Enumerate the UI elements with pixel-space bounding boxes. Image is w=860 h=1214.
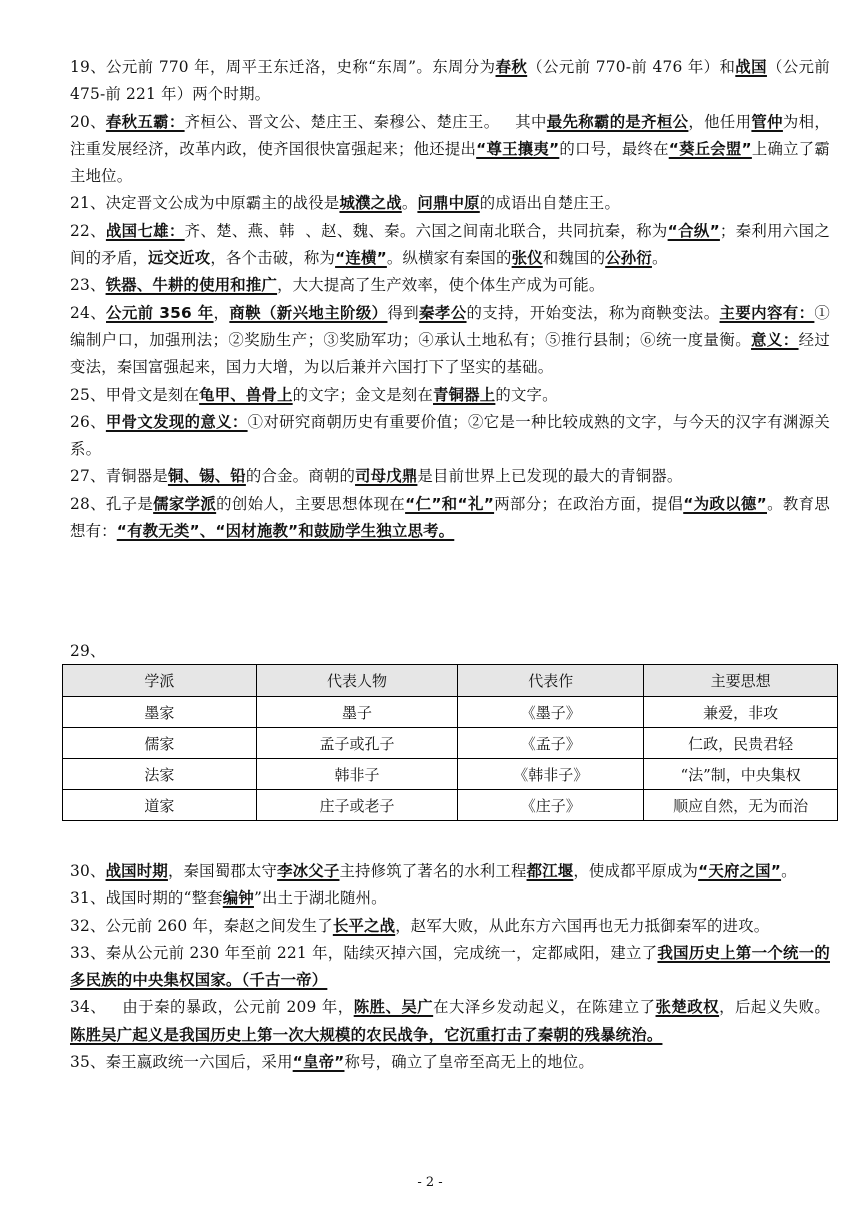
highlighted-text: 张楚政权: [655, 998, 720, 1017]
table-cell: 《墨子》: [458, 697, 644, 728]
body-text: 称号，确立了皇帝至高无上的地位。: [344, 1053, 594, 1072]
highlighted-text: 春秋五霸：: [105, 112, 185, 131]
highlighted-text: 意义：: [751, 330, 799, 349]
highlighted-text: 青铜器上: [433, 385, 496, 404]
body-text: 为相，注重发展经济，改革内政，使齐国很快富强起来；他还提出: [70, 112, 830, 158]
body-text: ；秦利用六国之间的矛盾，: [70, 221, 831, 268]
body-text: ，大大提高了生产效率，使个体生产成为可能。: [277, 276, 605, 295]
body-text: 。教育思想有：: [70, 494, 830, 541]
body-text: 34、 由于秦的暴政，公元前 209 年，: [70, 998, 354, 1017]
list-item: [70, 109, 830, 191]
table-header-cell: 代表人物: [256, 665, 458, 697]
table-cell: 韩非子: [256, 759, 458, 790]
highlighted-text: 司母戊鼎: [355, 467, 418, 486]
body-text: 齐桓公、晋文公、楚庄王、秦穆公、楚庄王。 其中: [184, 112, 547, 131]
list-item: [70, 218, 830, 273]
table-header-row: [63, 665, 838, 697]
highlighted-text: 战国时期: [105, 862, 168, 880]
body-text: 26、: [70, 412, 106, 431]
list-item: [70, 940, 830, 995]
table-cell: 《庄子》: [458, 790, 644, 821]
body-text: ①对研究商朝历史有重要价值；②它是一种比较成熟的文字，与今天的汉字有渊源关系。: [70, 412, 830, 459]
list-item: [70, 858, 830, 885]
table-header-cell: 主要思想: [644, 665, 838, 697]
table-cell: 道家: [63, 790, 257, 821]
body-text: （公元前 475-前 221 年）两个时期。: [70, 58, 836, 104]
table-cell: 墨子: [256, 697, 458, 728]
body-text: 在大泽乡发动起义，在陈建立了: [433, 998, 656, 1017]
highlighted-text: “仁”和“礼”: [405, 494, 495, 513]
table-cell: 庄子或老子: [256, 790, 458, 821]
body-text: 上确立了霸主地位。: [70, 139, 830, 186]
highlighted-text: 长平之战: [332, 916, 396, 935]
body-text: 的成语出自楚庄王。: [479, 194, 621, 213]
table-header-cell: 学派: [63, 665, 257, 697]
body-text: 35、秦王嬴政统一六国后，采用: [70, 1053, 293, 1072]
body-text: ①编制户口，加强刑法；②奖励生产；③奖励军功；④承认土地私有；⑤推行县制；⑥统一度量衡。: [70, 303, 830, 349]
list-item: [70, 409, 830, 464]
body-text: 21、决定晋文公成为中原霸主的战役是: [70, 194, 340, 213]
table-cell: 《孟子》: [458, 728, 644, 759]
list-item: [70, 463, 830, 490]
highlighted-text: 陈胜吴广起义是我国历史上第一次大规模的农民战争，它沉重打击了秦朝的残暴统治。: [70, 1025, 663, 1044]
table-cell: 仁政，民贵君轻: [644, 728, 838, 759]
item-29-label: 29、: [70, 642, 106, 660]
table-cell: 《韩非子》: [458, 759, 644, 790]
body-text: 的合金。商朝的: [245, 467, 356, 486]
highlighted-text: 远交近攻: [147, 249, 211, 268]
body-text: ，后起义失败。: [719, 998, 846, 1017]
body-text: 19、公元前 770 年，周平王东迁洛，史称“东周”。东周分为: [70, 58, 496, 76]
body-text: 。: [401, 194, 418, 213]
body-text: 20、: [70, 112, 106, 131]
paragraph-group-bottom: [70, 858, 846, 1076]
body-text: 32、公元前 260 年，秦赵之间发生了: [70, 916, 333, 935]
highlighted-text: 陈胜、吴广: [353, 998, 434, 1017]
table-row: [63, 759, 838, 790]
list-item: [70, 272, 830, 299]
highlighted-text: 公元前 356 年: [106, 303, 214, 322]
body-text: 28、孔子是: [70, 494, 154, 513]
highlighted-text: 甲骨文发现的意义：: [105, 412, 248, 431]
highlighted-text: 铁器、牛耕的使用和推广: [105, 276, 278, 295]
paragraph-group-top: [70, 54, 836, 545]
highlighted-text: 最先称霸的是齐桓公: [546, 112, 689, 131]
body-text: 的文字。: [495, 385, 558, 404]
highlighted-text: 公孙衍: [605, 249, 652, 268]
highlighted-text: 主要内容有：: [719, 303, 815, 322]
highlighted-text: 张仪: [511, 249, 543, 268]
highlighted-text: 铜、锡、铅: [167, 467, 246, 486]
body-text: 的创始人，主要思想体现在: [216, 494, 406, 513]
body-text: 两部分；在政治方面，提倡: [494, 494, 684, 513]
highlighted-text: “天府之国”: [698, 862, 782, 880]
body-text: ，赵军大败，从此东方六国再也无力抵御秦军的进攻。: [395, 916, 770, 935]
table-cell: 孟子或孔子: [256, 728, 458, 759]
body-text: 的口号，最终在: [559, 139, 669, 158]
body-text: 经过变法，秦国富强起来，国力大增，为以后兼并六国打下了坚实的基础。: [70, 330, 830, 377]
body-text: 。纵横家有秦国的: [386, 249, 512, 268]
body-text: 是目前世界上已发现的最大的青铜器。: [417, 467, 683, 486]
list-item: [70, 190, 830, 217]
body-text: 25、甲骨文是刻在: [70, 385, 200, 404]
table-row: [63, 728, 838, 759]
table-cell: 儒家: [63, 728, 257, 759]
table-row: [63, 790, 838, 821]
highlighted-text: 商鞅（新兴地主阶级）: [229, 303, 388, 322]
table-cell: 兼爱，非攻: [644, 697, 838, 728]
highlighted-text: 都江堰: [526, 862, 574, 880]
highlighted-text: 秦孝公: [419, 303, 467, 322]
body-text: ，各个击破，称为: [210, 249, 336, 268]
body-text: 27、青铜器是: [70, 467, 168, 486]
highlighted-text: “为政以德”: [683, 494, 767, 513]
page-number: - 2 -: [417, 1175, 443, 1190]
body-text: 。: [651, 249, 668, 268]
table-cell: 法家: [63, 759, 257, 790]
highlighted-text: “连横”: [335, 249, 387, 268]
list-item: [70, 994, 846, 1049]
highlighted-text: 战国七雄：: [105, 221, 185, 240]
highlighted-text: 儒家学派: [153, 494, 217, 513]
body-text: ，使成都平原成为: [573, 862, 699, 880]
philosophy-schools-table: [62, 664, 838, 821]
table-header-cell: 代表作: [458, 665, 644, 697]
body-text: ，秦国蜀郡太守: [167, 862, 278, 880]
highlighted-text: “尊王攘夷”: [476, 139, 560, 158]
list-item: [70, 491, 830, 546]
highlighted-text: 龟甲、兽骨上: [199, 385, 293, 404]
highlighted-text: 编钟: [222, 889, 254, 908]
highlighted-text: 问鼎中原: [417, 194, 480, 213]
body-text: 齐、楚、燕、韩 、赵、魏、秦。六国之间南北联合，共同抗秦，称为: [184, 221, 668, 240]
body-text: 33、秦从公元前 230 年至前 221 年，陆续灭掉六国，完成统一，定都咸阳，建立了: [70, 943, 658, 962]
body-text: 24、: [70, 303, 107, 322]
body-text: 和魏国的: [542, 249, 606, 268]
body-text: 31、战国时期的“整套: [70, 889, 223, 908]
body-text: 得到: [387, 303, 420, 322]
highlighted-text: 城濮之战: [339, 194, 402, 213]
body-text: （公元前 770-前 476 年）和: [527, 58, 736, 76]
list-item: [70, 54, 836, 109]
highlighted-text: “合纵”: [667, 221, 720, 240]
table-row: [63, 697, 838, 728]
body-text: 22、: [70, 221, 106, 240]
body-text: ，: [213, 303, 230, 322]
highlighted-text: “葵丘会盟”: [668, 139, 752, 158]
table-cell: “法”制，中央集权: [644, 759, 838, 790]
body-text: 。: [781, 862, 797, 880]
list-item: [70, 913, 830, 940]
body-text: 的支持，开始变法，称为商鞅变法。: [466, 303, 720, 322]
body-text: 23、: [70, 276, 106, 295]
body-text: 30、: [70, 862, 106, 880]
body-text: 主持修筑了著名的水利工程: [339, 862, 527, 880]
table-cell: 墨家: [63, 697, 257, 728]
highlighted-text: 春秋: [495, 58, 528, 76]
body-text: ，他任用: [688, 112, 752, 131]
highlighted-text: “皇帝”: [292, 1053, 345, 1072]
list-item: [70, 300, 830, 382]
body-text: 的文字；金文是刻在: [292, 385, 433, 404]
highlighted-text: 管仲: [751, 112, 783, 131]
highlighted-text: 战国: [735, 58, 767, 76]
list-item: [70, 885, 830, 912]
highlighted-text: 李冰父子: [277, 862, 340, 880]
body-text: ”出土于湖北随州。: [253, 889, 387, 908]
list-item: [70, 1049, 830, 1076]
highlighted-text: 我国历史上第一个统一的多民族的中央集权国家。（千古一帝）: [70, 943, 830, 990]
list-item: [70, 382, 830, 409]
highlighted-text: “有教无类”、“因材施教”和鼓励学生独立思考。: [116, 522, 455, 541]
table-cell: 顺应自然，无为而治: [644, 790, 838, 821]
